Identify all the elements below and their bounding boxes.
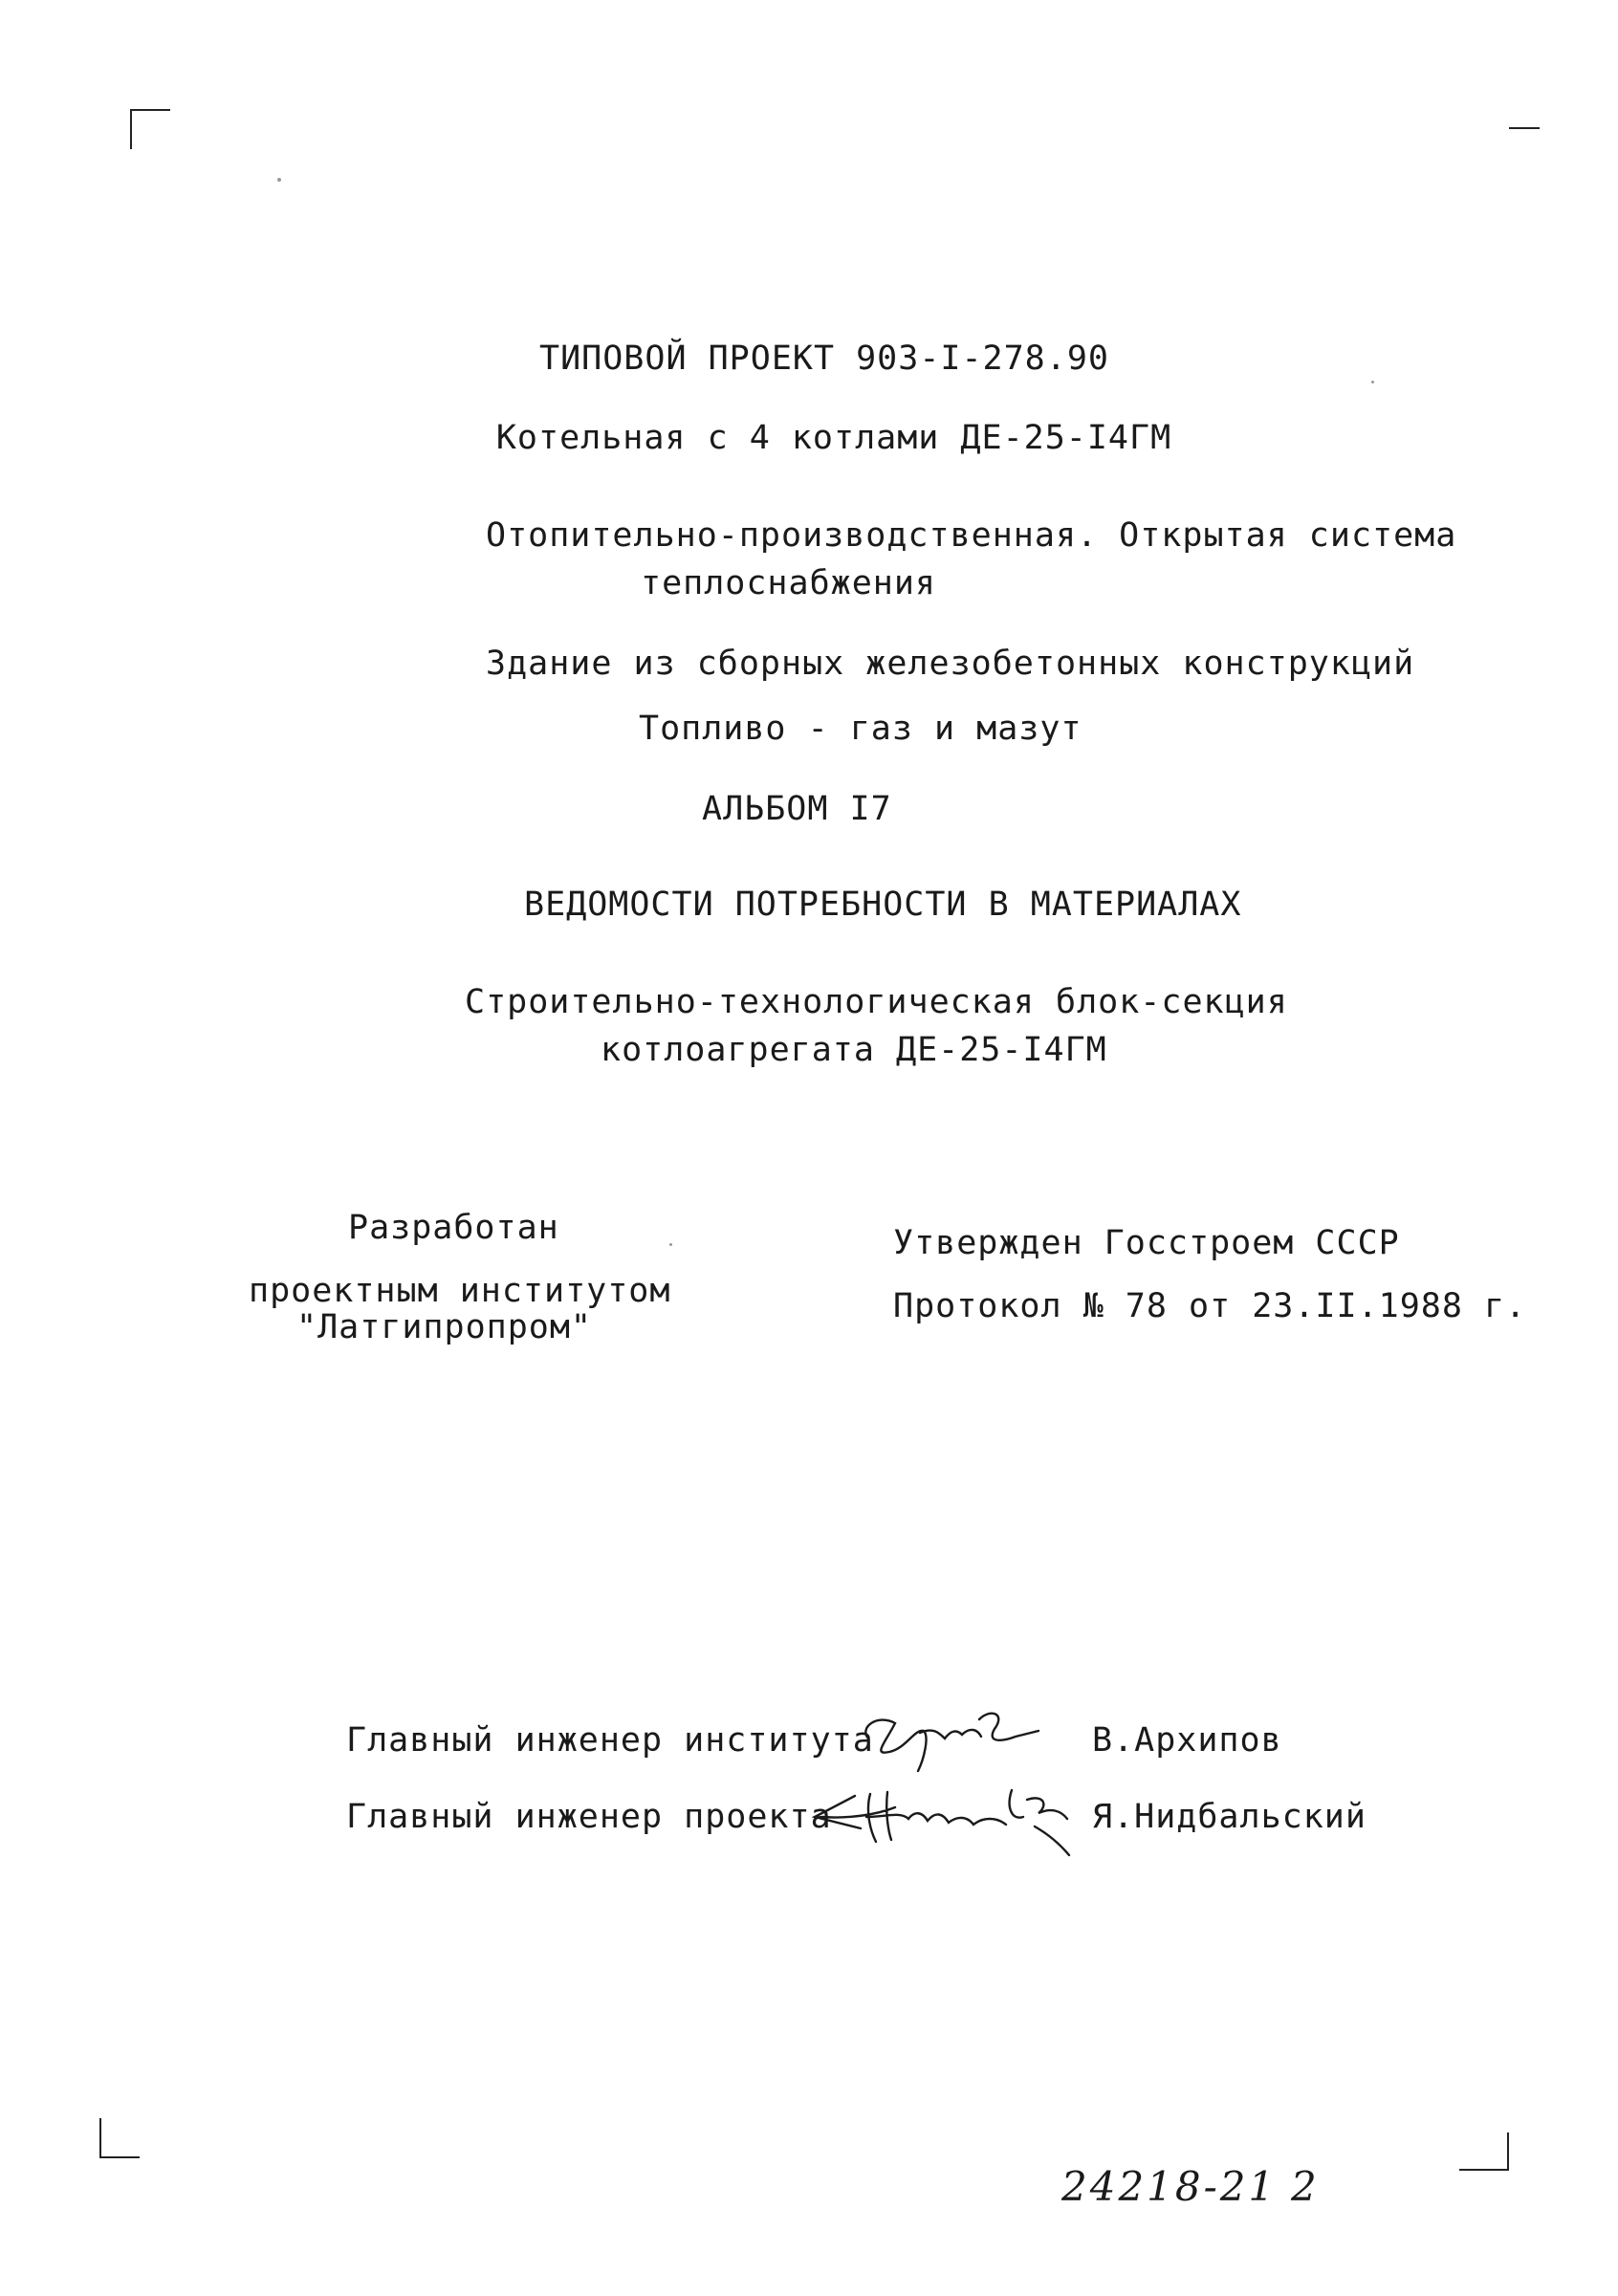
developer-institute-line-1: проектным институтом xyxy=(249,1272,671,1310)
handwritten-signature-1 xyxy=(857,1700,1048,1786)
signature-name-2: Я.Нидбальский xyxy=(1092,1798,1367,1836)
section-line-2: котлоагрегата ДЕ-25-I4ГМ xyxy=(601,1031,1107,1069)
handwritten-signature-2 xyxy=(809,1779,1086,1865)
signature-role-chief-engineer-project: Главный инженер проекта xyxy=(346,1798,832,1836)
scan-speck xyxy=(277,178,281,182)
corner-mark-bottom-right xyxy=(1459,2132,1509,2171)
corner-mark-bottom-left xyxy=(99,2118,140,2158)
project-title: ТИПОВОЙ ПРОЕКТ 903-I-278.90 xyxy=(539,339,1109,378)
section-line-1: Строительно-технологическая блок-секция xyxy=(465,983,1288,1021)
boiler-house-title: Котельная с 4 котлами ДЕ-25-I4ГМ xyxy=(495,419,1172,457)
developer-label: Разработан xyxy=(348,1209,559,1247)
corner-mark-top-left xyxy=(130,109,170,149)
signature-role-chief-engineer-institute: Главный инженер института xyxy=(346,1721,874,1760)
approval-line-2: Протокол № 78 от 23.II.1988 г. xyxy=(893,1287,1527,1325)
building-description: Здание из сборных железобетонных конструкций xyxy=(486,645,1415,683)
approval-line-1: Утвержден Госстроем СССР xyxy=(893,1224,1400,1262)
album-number: АЛЬБОМ I7 xyxy=(702,790,892,828)
corner-mark-top-right xyxy=(1509,127,1540,129)
scan-speck xyxy=(1371,381,1374,383)
inventory-number: 24218-21 xyxy=(1061,2163,1278,2210)
purpose-line-2: теплоснабжения xyxy=(641,564,937,602)
signature-name-1: В.Архипов xyxy=(1092,1721,1282,1760)
album-title: ВЕДОМОСТИ ПОТРЕБНОСТИ В МАТЕРИАЛАХ xyxy=(524,886,1242,924)
developer-institute-line-2: "Латгипропром" xyxy=(296,1308,593,1346)
fuel-description: Топливо - газ и мазут xyxy=(639,710,1082,748)
scan-speck xyxy=(669,1243,672,1246)
page-number: 2 xyxy=(1291,2163,1320,2210)
purpose-line-1: Отопительно-производственная. Открытая система xyxy=(486,516,1457,555)
